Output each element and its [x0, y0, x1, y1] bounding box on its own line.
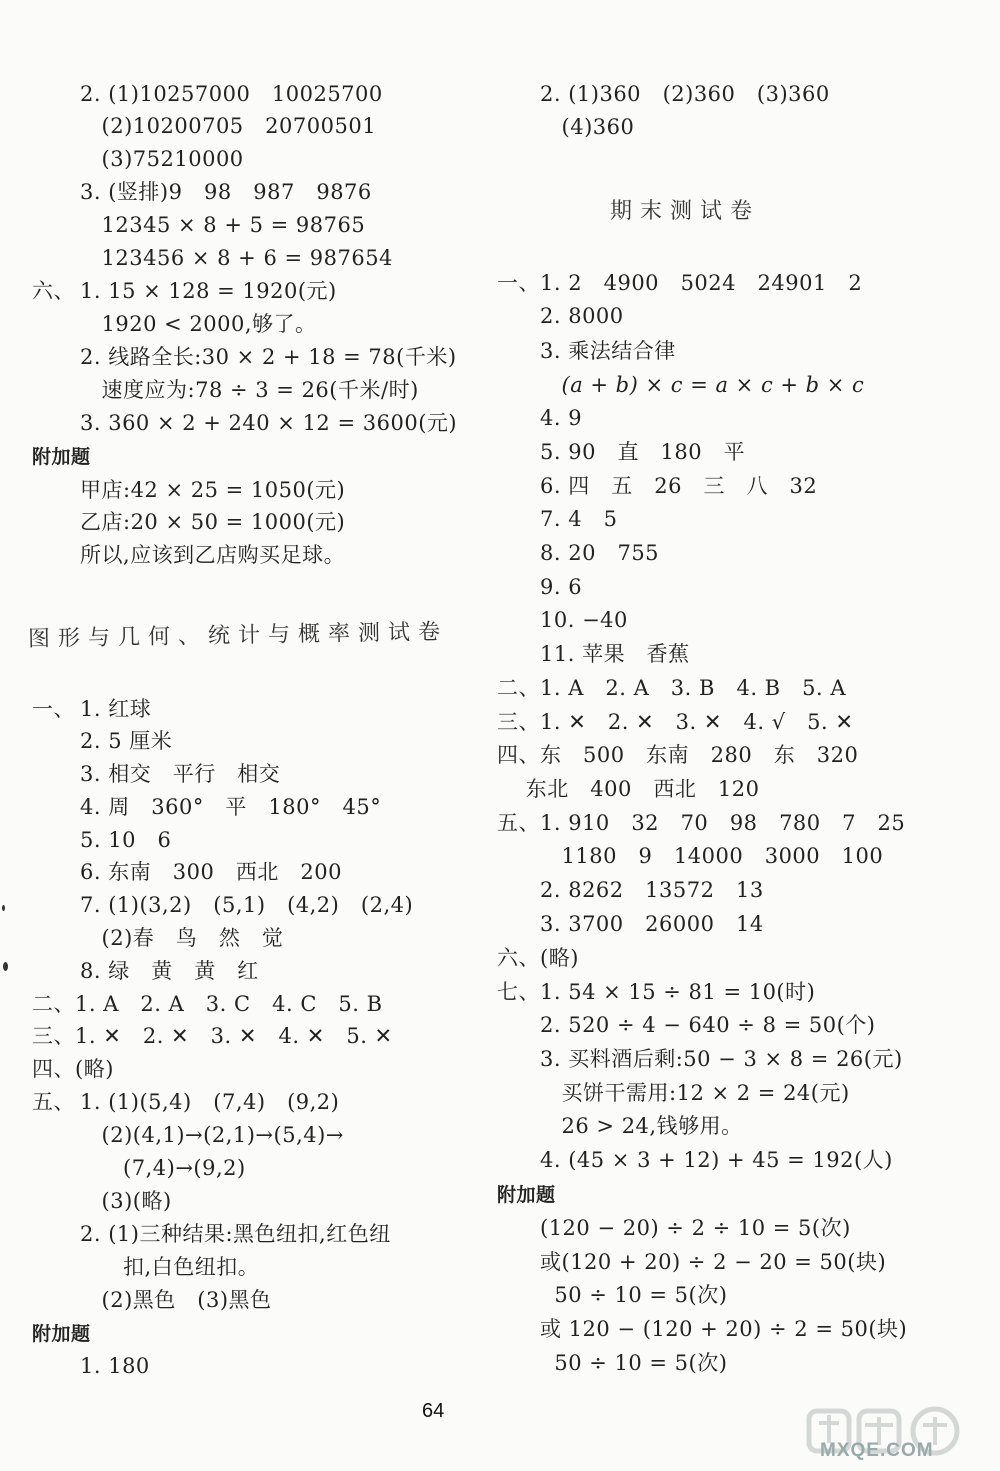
answer-line: 2. 线路全长:30 × 2 + 18 = 78(千米)	[80, 345, 457, 369]
extra-heading: 附加题	[497, 1184, 556, 1206]
answer-line: 50 ÷ 10 = 5(次)	[540, 1351, 728, 1375]
answer-line: 123456 × 8 + 6 = 987654	[80, 246, 393, 270]
answer-line: (120 − 20) ÷ 2 ÷ 10 = 5(次)	[540, 1216, 851, 1240]
answer-line: 26 > 24,钱够用。	[540, 1114, 743, 1138]
answer-line: 乙店:20 × 50 = 1000(元)	[80, 510, 346, 534]
answer-line: (2)春 鸟 然 觉	[80, 926, 284, 950]
answer-line: (2)(4,1)→(2,1)→(5,4)→	[80, 1123, 344, 1147]
section-prefix: 五、	[32, 1090, 75, 1114]
answer-line: 1. 180	[80, 1354, 150, 1378]
section-prefix: 一、	[497, 271, 540, 295]
answer-line: 甲店:42 × 25 = 1050(元)	[80, 478, 346, 502]
section-prefix: 一、	[32, 697, 75, 721]
answer-line: 3. 乘法结合律	[540, 339, 676, 363]
answer-line: 1920 < 2000,够了。	[80, 312, 317, 336]
answer-line: 5. 90 直 180 平	[540, 440, 746, 464]
answer-line: 所以,应该到乙店购买足球。	[80, 543, 346, 567]
answer-line: 1180 9 14000 3000 100	[540, 844, 884, 868]
answer-line: 或(120 + 20) ÷ 2 − 20 = 50(块)	[540, 1250, 887, 1274]
extra-heading: 附加题	[32, 1323, 91, 1345]
answer-line: 六、(略)	[497, 946, 579, 970]
answer-line: 二、1. A 2. A 3. C 4. C 5. B	[32, 992, 383, 1016]
answer-line: 7. 4 5	[540, 507, 618, 531]
answer-line: 4. (45 × 3 + 12) + 45 = 192(人)	[540, 1148, 893, 1172]
answer-line: 4. 周 360° 平 180° 45°	[80, 795, 382, 819]
answer-line: 2. (1)三种结果:黑色纽扣,红色纽	[80, 1222, 391, 1246]
answer-line: 或 120 − (120 + 20) ÷ 2 = 50(块)	[540, 1317, 908, 1341]
answer-line: 1. 15 × 128 = 1920(元)	[80, 279, 337, 303]
answer-line: (a + b) × c = a × c + b × c	[540, 373, 865, 397]
answer-line: 50 ÷ 10 = 5(次)	[540, 1283, 728, 1307]
answer-line: 4. 9	[540, 406, 583, 430]
answer-line: (2)黑色 (3)黑色	[80, 1288, 272, 1312]
answer-line: 二、1. A 2. A 3. B 4. B 5. A	[497, 676, 847, 700]
answer-line: 11. 苹果 香蕉	[540, 642, 690, 666]
answer-line: 扣,白色纽扣。	[80, 1255, 260, 1279]
answer-line: 8. 20 755	[540, 541, 660, 565]
answer-line: 1. 54 × 15 ÷ 81 = 10(时)	[540, 980, 816, 1004]
answer-line: 2. 8000	[540, 304, 624, 328]
answer-line: 6. 四 五 26 三 八 32	[540, 474, 818, 498]
watermark-text: MXQE.COM	[820, 1440, 934, 1461]
answer-line: 1. 红球	[80, 697, 152, 721]
answer-line: (3)(略)	[80, 1189, 172, 1213]
answer-line: 2. (1)360 (2)360 (3)360	[540, 82, 830, 106]
answer-line: 5. 10 6	[80, 828, 172, 852]
answer-line: 8. 绿 黄 黄 红	[80, 959, 259, 983]
scan-speck	[2, 905, 5, 911]
answer-line: 2. 520 ÷ 4 − 640 ÷ 8 = 50(个)	[540, 1013, 876, 1037]
answer-line: 四、(略)	[32, 1057, 114, 1081]
answer-line: 7. (1)(3,2) (5,1) (4,2) (2,4)	[80, 893, 414, 917]
extra-heading: 附加题	[32, 446, 91, 468]
answer-line: 6. 东南 300 西北 200	[80, 860, 342, 884]
answer-line: 3. 3700 26000 14	[540, 912, 764, 936]
page-number: 64	[422, 1400, 445, 1422]
answer-line: (3)75210000	[80, 147, 244, 171]
answer-line: 东北 400 西北 120	[497, 777, 760, 801]
answer-line: 3. 相交 平行 相交	[80, 762, 281, 786]
section-prefix: 六、	[32, 279, 75, 303]
answer-line: (7,4)→(9,2)	[80, 1156, 246, 1180]
answer-line: 1. 910 32 70 98 780 7 25	[540, 811, 906, 835]
section-title: 期末测试卷	[610, 199, 761, 224]
answer-line: 2. (1)10257000 10025700	[80, 82, 383, 106]
answer-line: 9. 6	[540, 575, 583, 599]
answer-line: 速度应为:78 ÷ 3 = 26(千米/时)	[80, 378, 419, 402]
answer-line: 12345 × 8 + 5 = 98765	[80, 213, 366, 237]
section-title: 图形与几何、统计与概率测试卷	[27, 619, 449, 652]
answer-line: 10. −40	[540, 608, 628, 632]
answer-line: (4)360	[540, 115, 635, 139]
section-prefix: 七、	[497, 980, 540, 1004]
scan-speck	[3, 962, 8, 971]
answer-line: 2. 5 厘米	[80, 729, 173, 753]
answer-line: 四、东 500 东南 280 东 320	[497, 743, 859, 767]
answer-line: 三、1. ✕ 2. ✕ 3. ✕ 4. ✕ 5. ✕	[32, 1024, 393, 1048]
answer-line: 2. 8262 13572 13	[540, 878, 764, 902]
answer-line: 3. 买料酒后剩:50 − 3 × 8 = 26(元)	[540, 1047, 903, 1071]
answer-line: (2)10200705 20700501	[80, 114, 377, 138]
answer-line: 1. 2 4900 5024 24901 2	[540, 271, 863, 295]
answer-line: 三、1. ✕ 2. ✕ 3. ✕ 4. √ 5. ✕	[497, 710, 854, 734]
answer-line: 1. (1)(5,4) (7,4) (9,2)	[80, 1090, 340, 1114]
answer-line: 买饼干需用:12 × 2 = 24(元)	[540, 1081, 850, 1105]
answer-line: 3. (竖排)9 98 987 9876	[80, 180, 372, 204]
answer-line: 3. 360 × 2 + 240 × 12 = 3600(元)	[80, 411, 458, 435]
section-prefix: 五、	[497, 811, 540, 835]
